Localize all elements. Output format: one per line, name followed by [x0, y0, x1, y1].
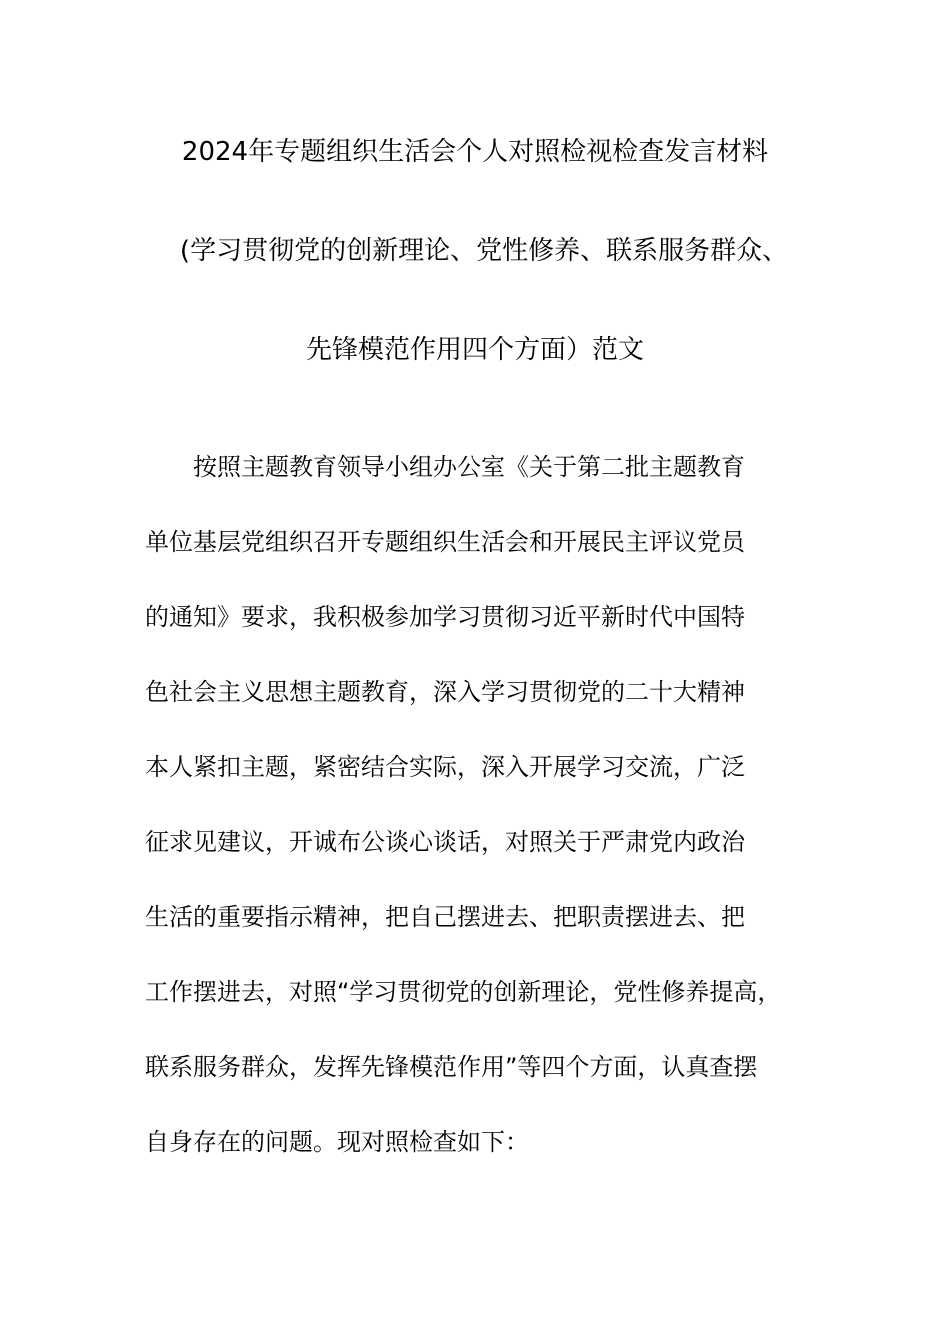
paragraph-line-3: 的通知》要求，我积极参加学习贯彻习近平新时代中国特 — [145, 603, 745, 631]
paragraph-line-4: 色社会主义思想主题教育，深入学习贯彻党的二十大精神 — [145, 678, 745, 706]
paragraph-line-7: 生活的重要指示精神，把自己摆进去、把职责摆进去、把 — [145, 903, 745, 931]
paragraph-line-1: 按照主题教育领导小组办公室《关于第二批主题教育 — [193, 453, 745, 481]
paragraph-line-8: 工作摆进去，对照“学习贯彻党的创新理论，党性修养提高， — [145, 978, 782, 1006]
paragraph-line-10: 自身存在的问题。现对照检查如下： — [145, 1128, 529, 1156]
paragraph-line-2: 单位基层党组织召开专题组织生活会和开展民主评议党员 — [145, 528, 745, 556]
paragraph-line-6: 征求见建议，开诚布公谈心谈话，对照关于严肃党内政治 — [145, 828, 745, 856]
document-title-line-3: 先锋模范作用四个方面）范文 — [305, 335, 644, 365]
document-title-line-2: (学习贯彻党的创新理论、党性修养、联系服务群众、 — [179, 236, 789, 266]
document-title-line-1: 2024年专题组织生活会个人对照检视检查发言材料 — [181, 137, 769, 167]
paragraph-line-5: 本人紧扣主题，紧密结合实际，深入开展学习交流，广泛 — [145, 753, 745, 781]
paragraph-line-9: 联系服务群众，发挥先锋模范作用”等四个方面，认真查摆 — [145, 1053, 758, 1081]
